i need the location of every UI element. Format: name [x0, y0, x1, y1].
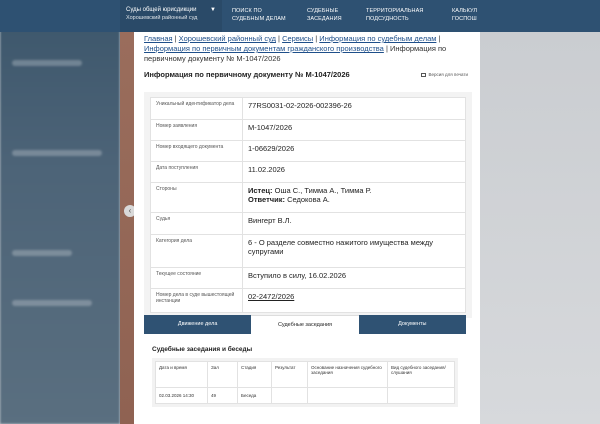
defendant-value: Седокова А. [287, 195, 330, 204]
brand-subtitle: Хорошевский районный суд [126, 15, 198, 21]
breadcrumb: Главная | Хорошевский районный суд | Сервисы | Информация по судебным делам | Информация по первичным документам гражданского производства | Информация по первичному документу № М-1047/2026 [144, 34, 447, 63]
breadcrumb-services[interactable]: Сервисы [282, 34, 314, 43]
field-label: Уникальный идентификатор дела [151, 98, 243, 120]
nav-label: ТЕРРИТОРИАЛЬНАЯ [366, 8, 424, 14]
tab-documents[interactable]: Документы [359, 315, 466, 334]
chevron-left-icon[interactable]: ‹ [124, 205, 136, 217]
column-header: Дата и время [156, 362, 208, 388]
top-navigation [0, 0, 600, 32]
uid-value: 77RS0031-02-2026-002396-26 [243, 98, 466, 120]
table-row [151, 120, 466, 141]
column-header: Результат [272, 362, 308, 388]
higher-court-case-link[interactable]: 02-2472/2026 [248, 292, 295, 301]
print-label: Версия для печати [428, 72, 468, 77]
nav-calculator[interactable] [452, 7, 477, 23]
hearings-title: Судебные заседания и беседы [152, 346, 253, 353]
ghost-bar [12, 250, 72, 256]
plaintiff-label: Истец: [248, 186, 273, 195]
chevron-down-icon: ▼ [210, 7, 216, 13]
field-label: Текущее состояние [151, 268, 243, 289]
case-tabs [144, 315, 466, 334]
nav-label: КАЛЬКУЛ [452, 8, 478, 14]
breadcrumb-case-info[interactable]: Информация по судебным делам [319, 34, 437, 43]
table-row [151, 141, 466, 162]
field-label: Стороны [151, 183, 243, 213]
court-selector[interactable] [120, 0, 222, 32]
status-value: Вступило в силу, 16.02.2026 [243, 268, 466, 289]
table-row [151, 162, 466, 183]
field-label: Номер заявления [151, 120, 243, 141]
table-header-row [156, 362, 455, 388]
table-row [151, 98, 466, 120]
hearing-room: 49 [208, 388, 238, 404]
plaintiff-value: Оша С., Тимма А., Тимма Р. [274, 186, 372, 195]
case-info-table [150, 97, 466, 313]
nav-label: СУДЕБНЫМ ДЕЛАМ [232, 16, 286, 22]
table-row [151, 289, 466, 313]
tab-case-movement[interactable]: Движение дела [144, 315, 251, 334]
higher-court-case-cell [243, 289, 466, 313]
hearings-panel [152, 358, 458, 407]
receipt-date-value: 11.02.2026 [243, 162, 466, 183]
hearing-type [388, 388, 455, 404]
column-header: Зал [208, 362, 238, 388]
defendant-label: Ответчик: [248, 195, 285, 204]
brand-title: Суды общей юрисдикции [126, 7, 197, 13]
field-label: Судья [151, 213, 243, 235]
background-right [480, 0, 600, 424]
breadcrumb-home[interactable]: Главная [144, 34, 173, 43]
print-version-link[interactable] [421, 72, 468, 77]
breadcrumb-current: Информация по первичному документу № М-1047/2026 [144, 44, 447, 63]
table-row [151, 235, 466, 268]
ghost-bar [12, 150, 102, 156]
table-row [156, 388, 455, 404]
page-title: Информация по первичному документу № М-1047/2026 [144, 70, 350, 79]
application-number-value: М-1047/2026 [243, 120, 466, 141]
nav-label: ГОСПОШ [452, 16, 477, 22]
parties-value [243, 183, 466, 213]
main-content [134, 32, 480, 424]
field-label: Дата поступления [151, 162, 243, 183]
nav-label: ПОИСК ПО [232, 8, 262, 14]
column-header: Вид судебного заседания/слушания [388, 362, 455, 388]
nav-label: ЗАСЕДАНИЯ [307, 16, 342, 22]
field-label: Номер дела в суде вышестоящей инстанции [151, 289, 243, 313]
nav-jurisdiction[interactable] [366, 7, 423, 23]
breadcrumb-court[interactable]: Хорошевский районный суд [178, 34, 276, 43]
tab-hearings[interactable]: Судебные заседания [251, 315, 358, 334]
hearing-stage: Беседа [238, 388, 272, 404]
ghost-bar [12, 60, 82, 66]
case-info-panel [144, 92, 472, 318]
table-row [151, 268, 466, 289]
column-header: Стадия [238, 362, 272, 388]
hearing-result [272, 388, 308, 404]
table-row [151, 213, 466, 235]
hearing-basis [308, 388, 388, 404]
side-strip [120, 32, 134, 424]
nav-hearings[interactable] [307, 7, 342, 23]
incoming-doc-value: 1-06629/2026 [243, 141, 466, 162]
breadcrumb-primary-docs[interactable]: Информация по первичным документам гражданского производства [144, 44, 384, 53]
nav-case-search[interactable] [232, 7, 286, 23]
category-value: 6 - О разделе совместно нажитого имущества между супругами [243, 235, 466, 268]
background-left [0, 0, 120, 424]
table-row [151, 183, 466, 213]
column-header: Основание назначения судебного заседания [308, 362, 388, 388]
field-label: Номер входящего документа [151, 141, 243, 162]
nav-label: ПОДСУДНОСТЬ [366, 16, 409, 22]
printer-icon [421, 73, 426, 77]
ghost-bar [12, 300, 92, 306]
field-label: Категория дела [151, 235, 243, 268]
hearing-datetime: 02.03.2026 14:30 [156, 388, 208, 404]
judge-value: Вингерт В.Л. [243, 213, 466, 235]
nav-label: СУДЕБНЫЕ [307, 8, 339, 14]
hearings-table [155, 361, 455, 404]
